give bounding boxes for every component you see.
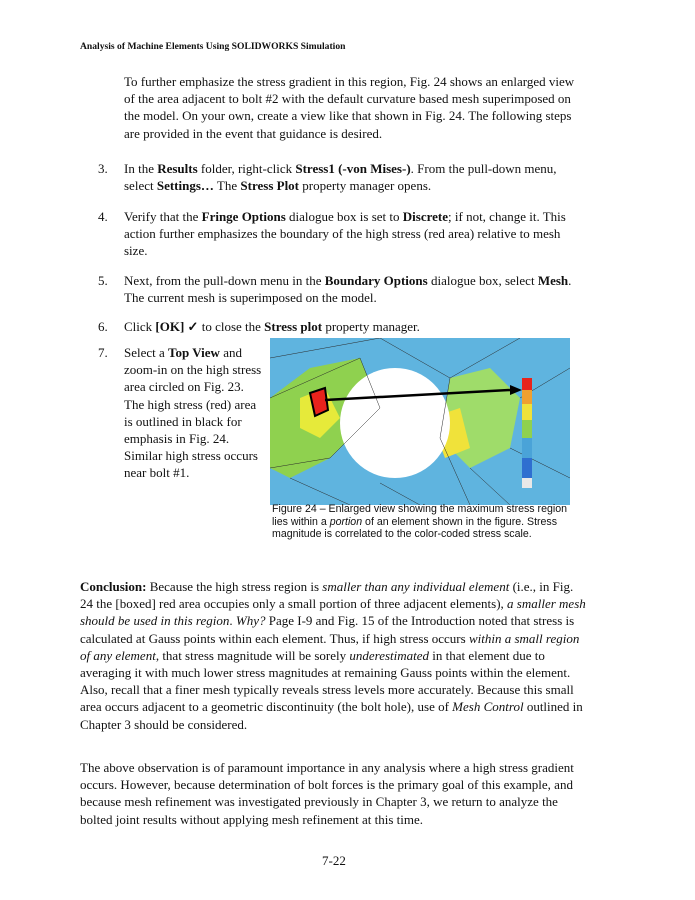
- figure-caption: Figure 24 – Enlarged view showing the maximum stress region lies within a portion of an element shown in the figure. Stress magnitude is correlated to the color-coded stress scale.: [272, 503, 567, 541]
- step-text: Select a Top View and zoom-in on the high stress area circled on Fig. 23. The high stress (red) area is outlined in black for emphasis in Fig. 24. Similar high stress occurs near bolt #1.: [124, 345, 262, 481]
- conclusion-paragraph: Conclusion: Because the high stress region is smaller than any individual element (i.e., in Fig. 24 the [boxed] red area occupies only a small portion of three adjacent elements), a smaller mesh should be used in this region. Why? Page I-9 and Fig. 15 of the Introduction noted that stress is calculated at Gauss points within each element. Thus, if high stress occurs within a small region of any element, that stress magnitude will be sorely underestimated in that element due to averaging it with much lower stress magnitudes at remaining Gauss points within the element. Also, recall that a finer mesh typically reveals stress levels more accurately. Because this small area occurs adjacent to a geometric discontinuity (the bolt hole), use of Mesh Control outlined in Chapter 3 should be considered.: [80, 579, 586, 732]
- step-number: 3.: [98, 161, 108, 176]
- observation-paragraph: The above observation is of paramount importance in any analysis where a high stress gradient occurs. However, because determination of bolt forces is the primary goal of this example, and because mesh refinement was investigated previously in Chapter 3, we return to analyze the bolted joint results without applying mesh refinement at this time.: [80, 760, 574, 827]
- step-number: 4.: [98, 209, 108, 224]
- step-text: Verify that the Fringe Options dialogue box is set to Discrete; if not, change it. This action further emphasizes the boundary of the high stress (red area) relative to mesh size.: [124, 209, 566, 259]
- step-number: 6.: [98, 319, 108, 334]
- intro-paragraph: To further emphasize the stress gradient in this region, Fig. 24 shows an enlarged view of the area adjacent to bolt #2 with the default curvature based mesh superimposed on the model. On your own, create a view like that shown in Fig. 24. The following steps are provided in the event that guidance is desired.: [124, 74, 575, 141]
- stress-plot-figure: [270, 338, 570, 505]
- step-text: In the Results folder, right-click Stress1 (-von Mises-). From the pull-down menu, select Settings… The Stress Plot property manager opens.: [124, 161, 557, 194]
- step-number: 5.: [98, 273, 108, 288]
- step-text: Next, from the pull-down menu in the Boundary Options dialogue box, select Mesh. The current mesh is superimposed on the model.: [124, 273, 572, 306]
- step-text: Click [OK] ✓ to close the Stress plot property manager.: [124, 319, 420, 334]
- running-header: Analysis of Machine Elements Using SOLIDWORKS Simulation: [80, 41, 346, 52]
- step-number: 7.: [98, 345, 108, 360]
- stress-plot-image: [270, 338, 570, 505]
- page-number: 7-22: [322, 853, 346, 868]
